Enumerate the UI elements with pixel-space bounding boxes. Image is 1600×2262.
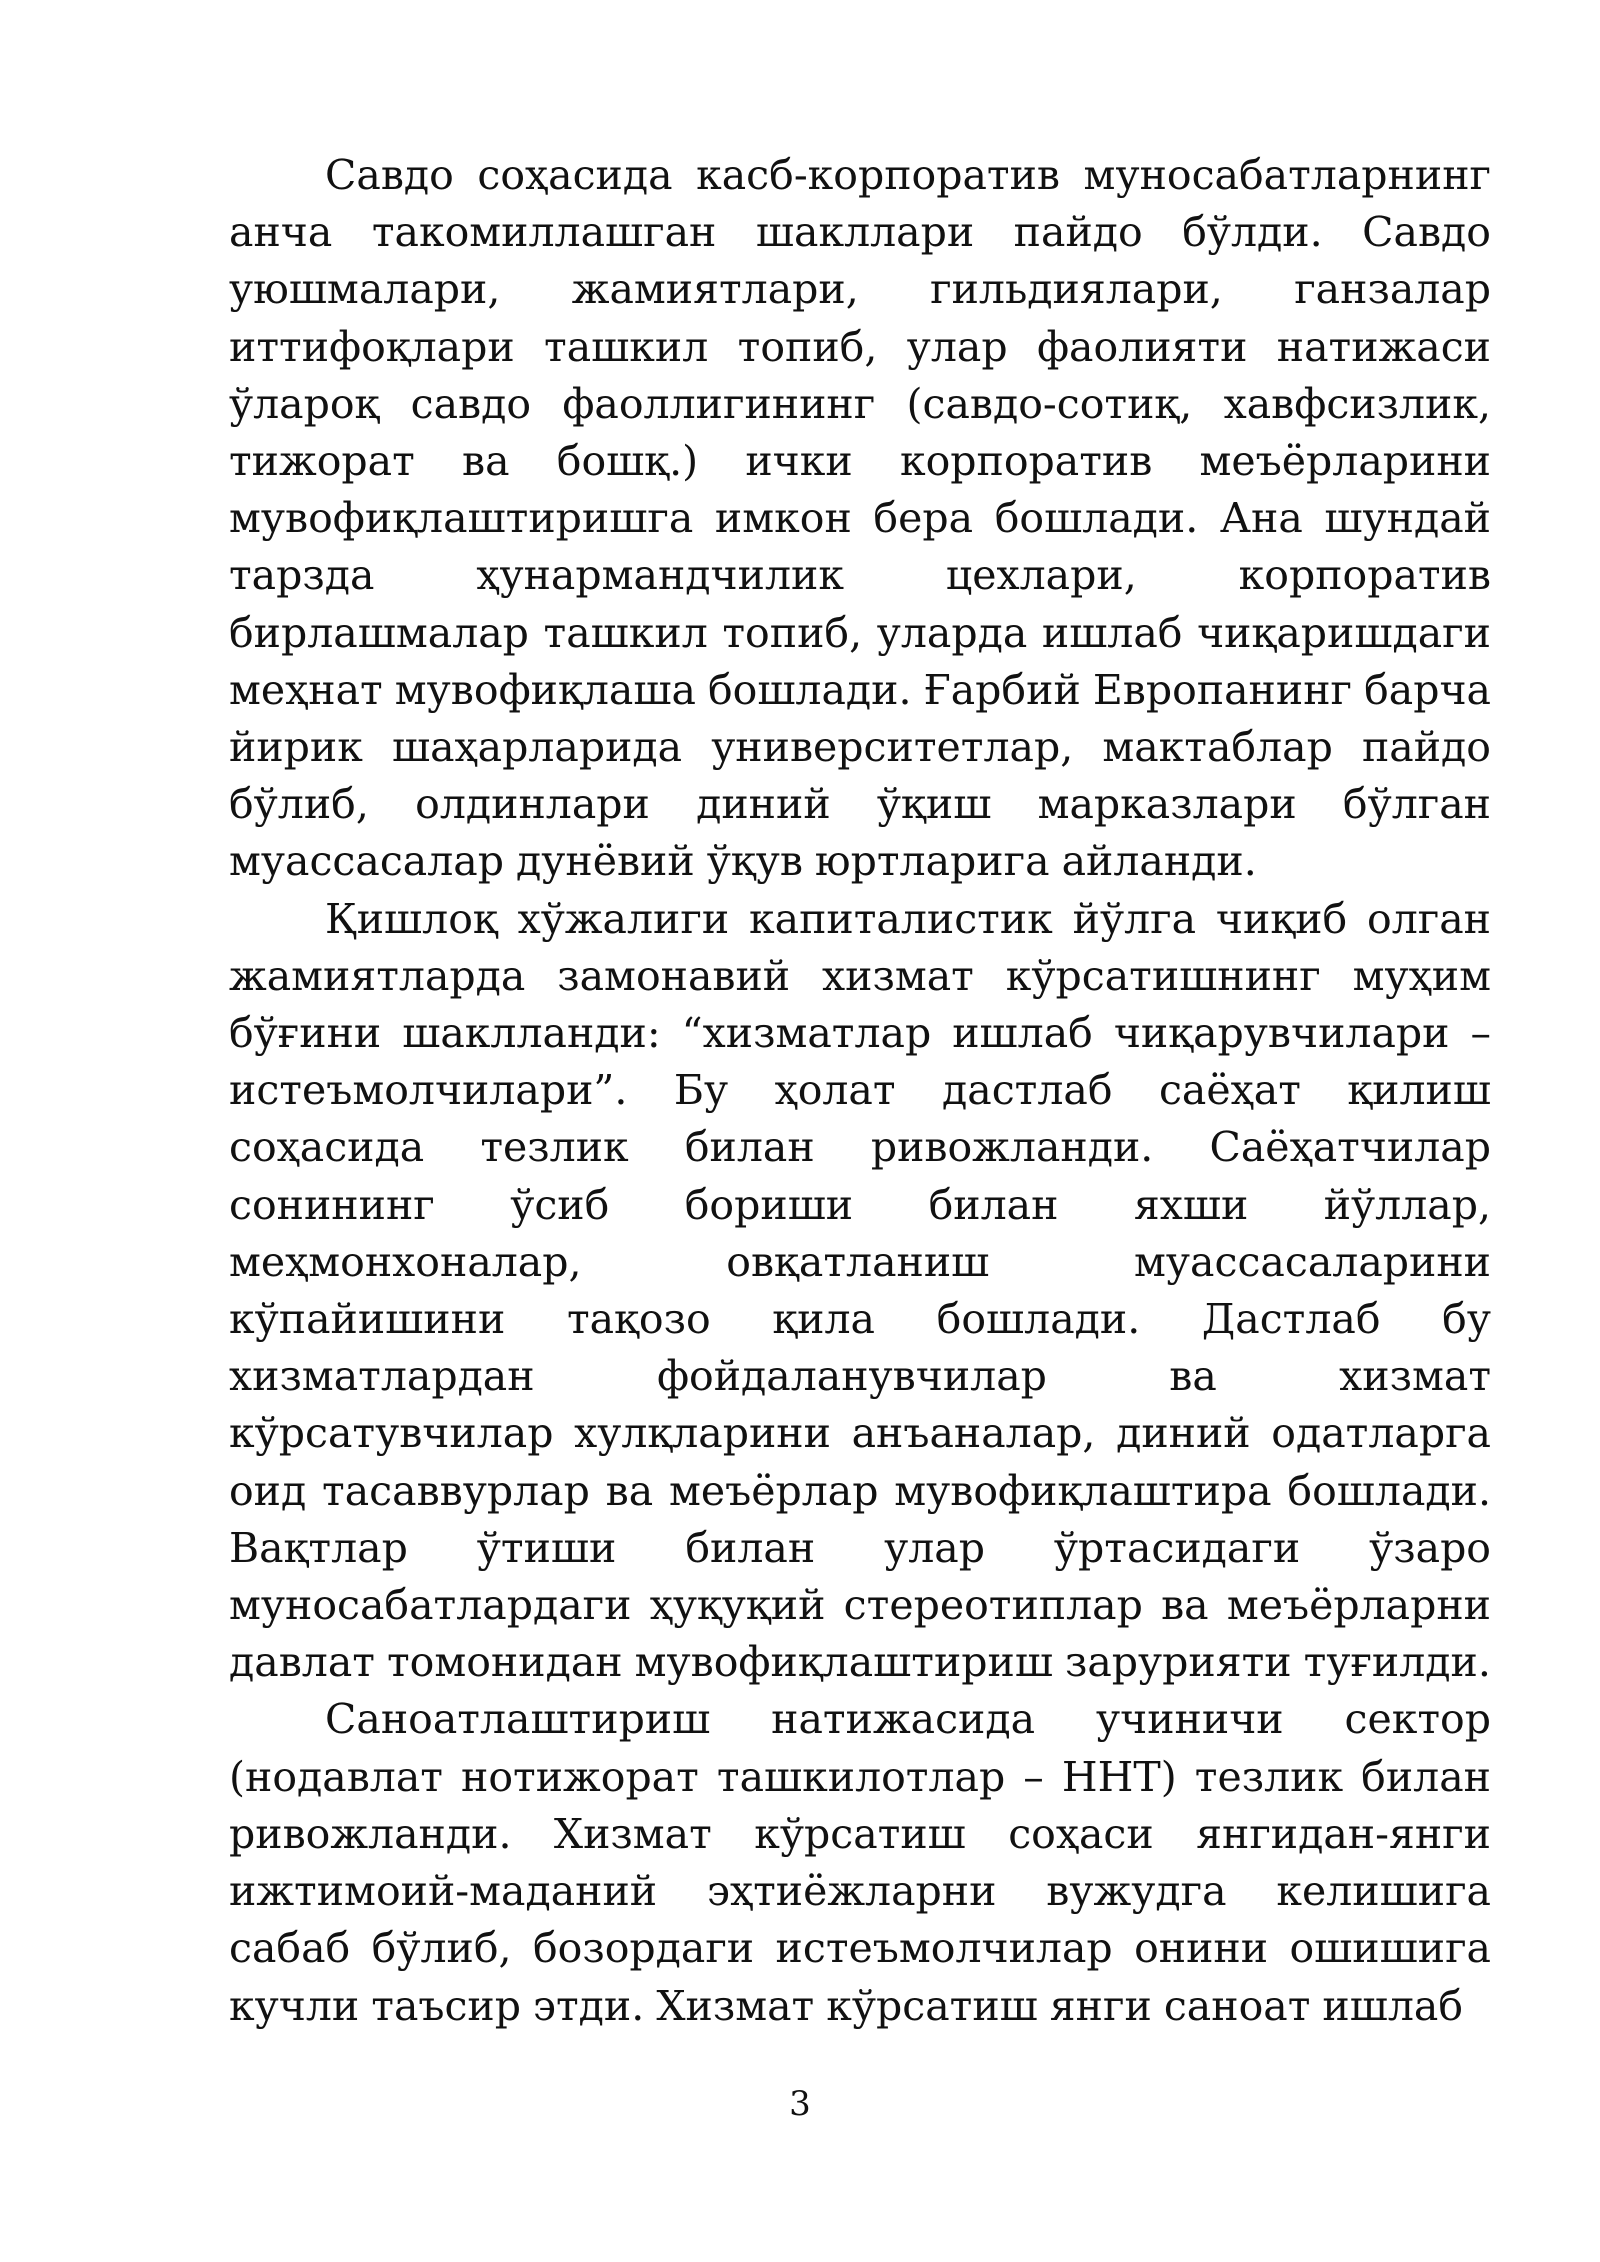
body-text: [229, 147, 1491, 2035]
page-number: 3: [789, 2084, 811, 2124]
paragraph-3: Саноатлаштириш натижасида учиничи сектор (нодавлат нотижорат ташкилотлар – ННТ) тезлик билан ривожланди. Хизмат кўрсатиш соҳаси янгидан-янги ижтимоий-маданий эҳтиёжларни вужудга келишига сабаб бўлиб, бозордаги истеъмолчилар онини ошишига кучли таъсир этди. Хизмат кўрсатиш янги саноат ишлаб: [229, 1695, 1491, 2030]
paragraph-1: Савдо соҳасида касб-корпоратив муносабатларнинг анча такомиллашган шакллари пайдо бўлди. Савдо уюшмалари, жамиятлари, гильдиялари, ганзалар иттифоқлари ташкил топиб, улар фаолияти натижаси ўлароқ савдо фаоллигининг (савдо-сотиқ, хавфсизлик, тижорат ва бошқ.) ички корпоратив меъёрларини мувофиқлаштиришга имкон бера бошлади. Ана шундай тарзда ҳунармандчилик цехлари, корпоратив бирлашмалар ташкил топиб, уларда ишлаб чиқаришдаги меҳнат мувофиқлаша бошлади. Ғарбий Европанинг барча йирик шаҳарларида университетлар, мактаблар пайдо бўлиб, олдинлари диний ўқиш марказлари бўлган муассасалар дунёвий ўқув юртларига айланди.: [229, 151, 1491, 886]
paragraph-2: Қишлоқ хўжалиги капиталистик йўлга чиқиб олган жамиятларда замонавий хизмат кўрсатишнинг муҳим бўғини шаклланди: “хизматлар ишлаб чиқарувчилари – истеъмолчилари”. Бу ҳолат дастлаб саёҳат қилиш соҳасида тезлик билан ривожланди. Саёҳатчилар сонининг ўсиб бориши билан яхши йўллар, меҳмонхоналар, овқатланиш муассасаларини кўпайишини тақозо қила бошлади. Дастлаб бу хизматлардан фойдаланувчилар ва хизмат кўрсатувчилар хулқларини анъаналар, диний одатларга оид тасаввурлар ва меъёрлар мувофиқлаштира бошлади. Вақтлар ўтиши билан улар ўртасидаги ўзаро муносабатлардаги ҳуқуқий стереотиплар ва меъёрларни давлат томонидан мувофиқлаштириш зарурияти туғилди.: [229, 894, 1491, 1687]
